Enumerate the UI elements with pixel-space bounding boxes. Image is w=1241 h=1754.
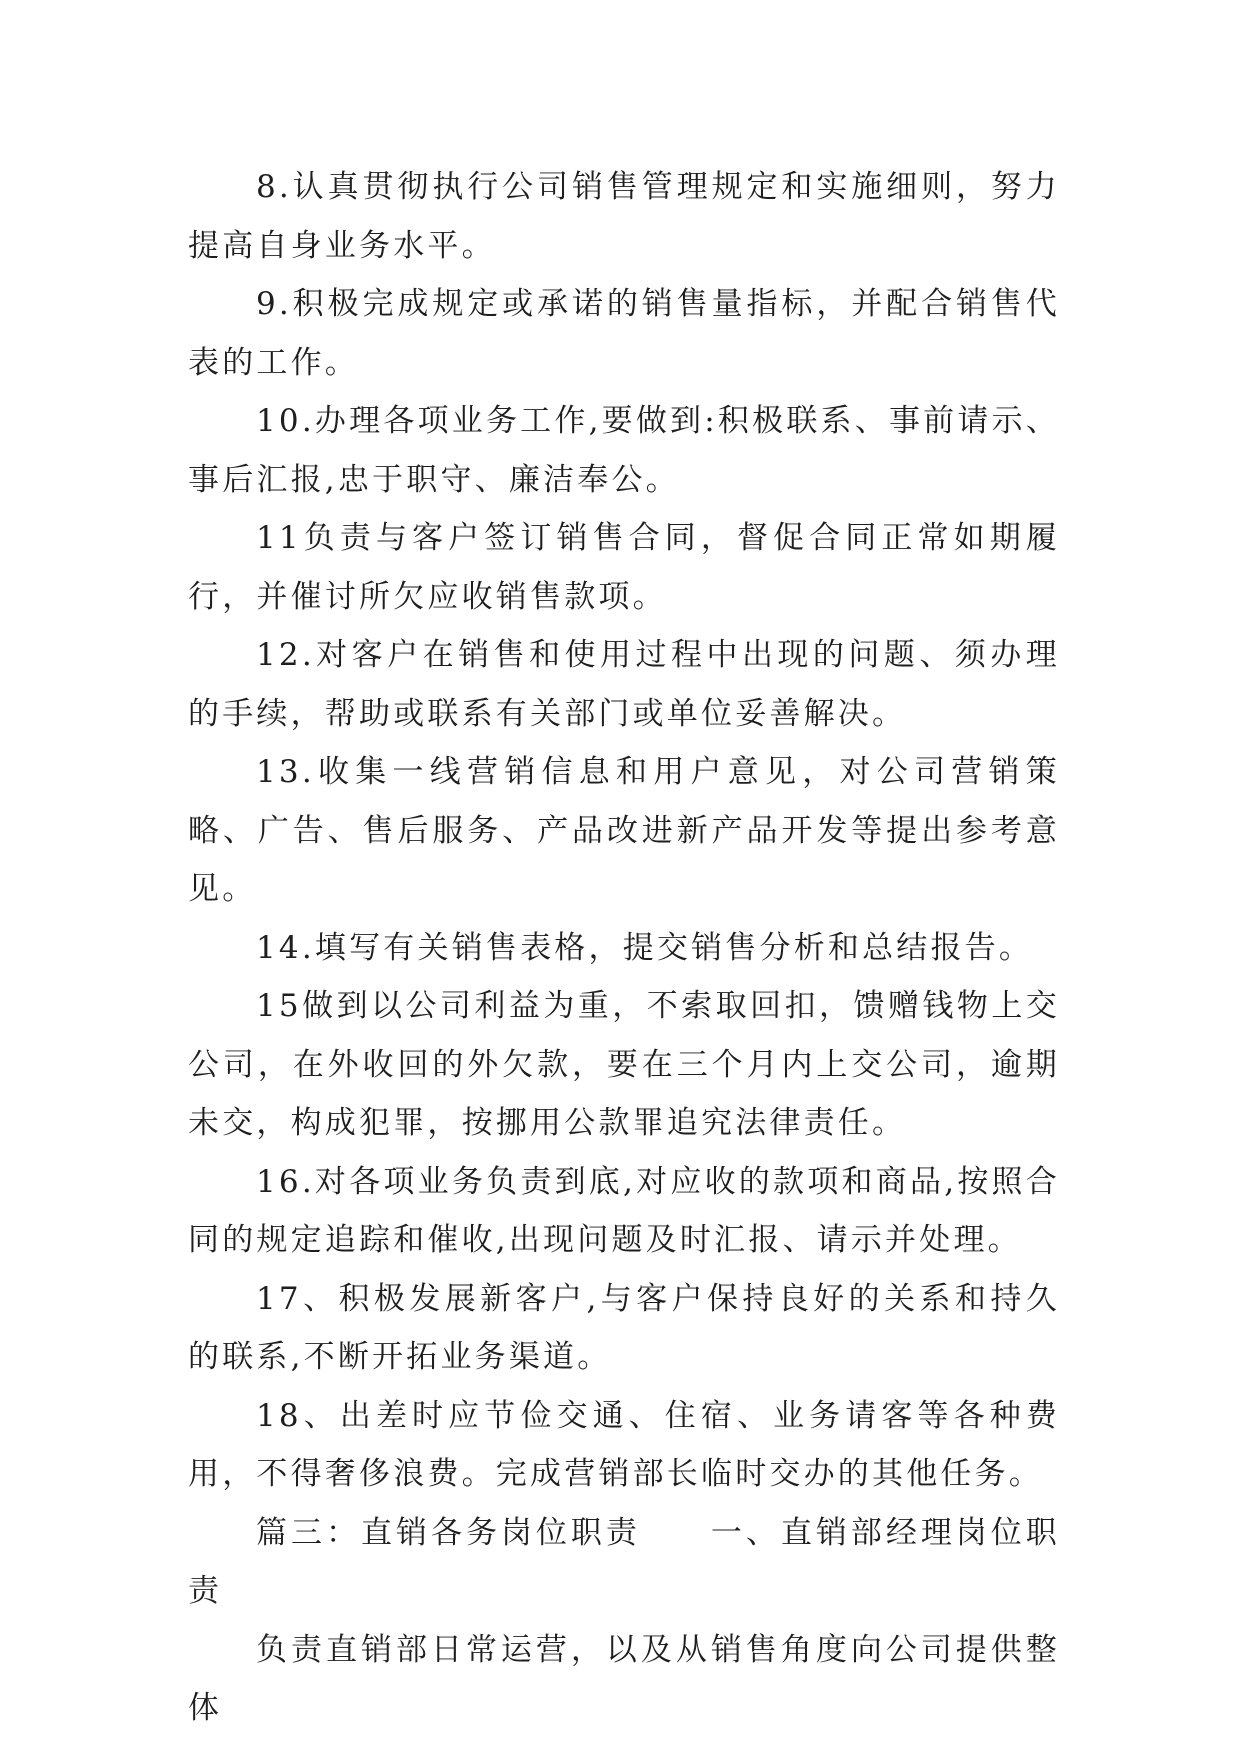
paragraph-item-14: 14.填写有关销售表格，提交销售分析和总结报告。: [256, 929, 1034, 966]
paragraph-item-18: 18、出差时应节俭交通、住宿、业务请客等各种费用，不得奢侈浪费。完成营销部长临时交办的其他任务。: [188, 1397, 1060, 1492]
paragraph-item-17: 17、积极发展新客户,与客户保持良好的关系和持久的联系,不断开拓业务渠道。: [188, 1280, 1060, 1375]
paragraph-item-15: 15做到以公司利益为重，不索取回扣，馈赠钱物上交公司，在外收回的外欠款，要在三个月内上交公司，逾期未交，构成犯罪，按挪用公款罪追究法律责任。: [188, 988, 1060, 1141]
paragraph-item-16: 16.对各项业务负责到底,对应收的款项和商品,按照合同的规定追踪和催收,出现问题及时汇报、请示并处理。: [188, 1163, 1060, 1258]
paragraph-item-11: 11负责与客户签订销售合同，督促合同正常如期履行，并催讨所欠应收销售款项。: [188, 520, 1060, 615]
document-body: [188, 158, 1060, 1738]
paragraph-item-10: 10.办理各项业务工作,要做到:积极联系、事前请示、事后汇报,忠于职守、廉洁奉公。: [188, 403, 1060, 498]
paragraph-item-13: 13.收集一线营销信息和用户意见，对公司营销策略、广告、售后服务、产品改进新产品开发等提出参考意见。: [188, 754, 1060, 907]
paragraph-intro: 负责直销部日常运营，以及从销售角度向公司提供整体: [188, 1631, 1060, 1726]
paragraph-item-8: 8.认真贯彻执行公司销售管理规定和实施细则，努力提高自身业务水平。: [188, 169, 1060, 264]
section-heading: 篇三：直销各务岗位职责 一、直销部经理岗位职责: [188, 1514, 1060, 1609]
paragraph-item-9: 9.积极完成规定或承诺的销售量指标，并配合销售代表的工作。: [188, 286, 1060, 381]
paragraph-item-12: 12.对客户在销售和使用过程中出现的问题、须办理的手续，帮助或联系有关部门或单位妥善解决。: [188, 637, 1060, 732]
